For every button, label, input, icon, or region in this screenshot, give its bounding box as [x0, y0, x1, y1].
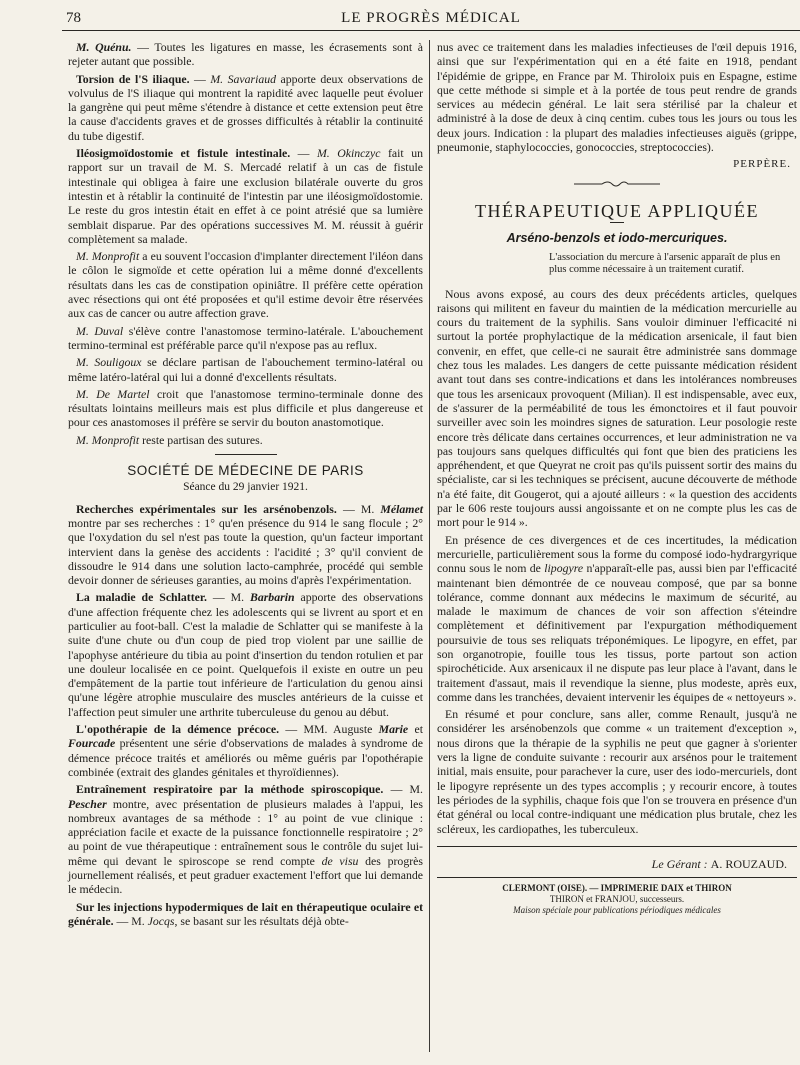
paragraph-opotherapie [68, 722, 423, 779]
author-name: M. De Martel [76, 386, 150, 401]
lead-text: — MM. Auguste [279, 722, 379, 737]
gerant-line [437, 857, 787, 871]
lead-text: — M. [113, 913, 148, 928]
paragraph-text: des progrès journellement réalisés, et peut graduer exactement l'effort que lui demande le médecin. [68, 853, 423, 897]
author-name: Jocqs [147, 913, 175, 928]
paragraph-text: a eu souvent l'occasion d'implanter directement l'iléon dans le côlon le sigmoïde et cette opération lui a même donné d'excellents résultats dans les cas de constipation opiniâtre. Il préfère cette opération avec résections qui ont été proposées et qu'il estime devoir être réservées aux cas de cancer ou autre affection grave. [68, 249, 423, 321]
gerant-label: Le Gérant : [651, 856, 711, 871]
paragraph-injections [68, 900, 423, 929]
paragraph-duval [68, 324, 423, 353]
title-dash [610, 222, 624, 223]
session-date: Séance du 29 janvier 1921. [183, 481, 308, 494]
paragraph-text: montre par ses recherches : 1° qu'en présence du 914 le sang flocule ; 2° que l'oxydation du sel n'est pas toute la question, qu'un facteur important intervient dans la genèse des accidents : l'acidité ; 3° qu'il convient de dissoudre le 914 dans une solution lacto-camphrée, procédé qui semble devoir donner de sérieuses garanties, au moins d'après l'expérimentation. [68, 515, 423, 588]
paragraph-quenu [68, 40, 423, 69]
paragraph-text: croit que l'anastomose termino-terminale donne des résultats lointains meilleurs mais est plus difficile et plus dangereuse et pour ces anastomoses il préfère se servir du bouton anastomotique. [68, 386, 423, 430]
author-name: M. Monprofit [76, 432, 140, 447]
item-title: Entraînement respiratoire par la méthode spiroscopique. [76, 782, 384, 797]
item-title: Torsion de l'S iliaque. [76, 71, 190, 86]
paragraph-recherches [68, 502, 423, 588]
section-separator [215, 454, 277, 455]
paragraph-text: n'apparaît-elle pas, aussi bien par l'efficacité maintenant bien démontrée de ce nouveau composé, que par sa bonne tolérance, comme donnant aux médecins le maximum de sécurité, au malade le maximum de chances de voir son affection s'éteindre complètement et définitivement par l'expurgation méthodiquement poursuivie de tous ses reliquats tréponémiques. Le lipogyre, en effet, par son organotropie, fouille tous les tissus, porte partout son action spirochéticide. Aux arsenicaux il ne dispute pas leur place à l'avant, dans le traitement d'assaut, mais il revendique la sienne, plus modeste, après eux, comme dans les tranchées, devaient intervenir les équipes de « nettoyeurs ». [437, 561, 797, 704]
paragraph-3: En résumé et pour conclure, sans aller, comme Renault, jusqu'à ne considérer les arsénobenzols que comme « un traitement d'exception », nous dirons que la thérapie de la syphilis ne peut que gagner à s'orienter vers la ligne de conduite suivante : recourir aux arsénos pour le traitement initial, mais ensuite, pour parachever la cure, user des iodo-mercuriels, dont le lipogyre représente un des types accomplis ; y recourir encore, à toutes les périodes de la syphilis, chaque fois que l'on se trouvera en présence d'un état général ou local contre-indiquant une médication plus brutale, chez les scléreux, les cardiopathes, les tuberculeux. [437, 707, 797, 836]
author-name: Pescher [68, 796, 107, 811]
paragraph-text: présentent une série d'observations de malades à syndrome de démence précoce traités et améliorés ou même guéris par l'opothérapie combinée (extrait des glandes génitales et thyroïdiennes). [68, 736, 423, 779]
paragraph-text: apporte deux observations de volvulus de l'S iliaque qui montrent la rapidité avec laquelle peut évoluer la gangrène qui peut même s'étendre à distance et cette extension peut être la cause d'accidents graves et de grosses difficultés à rétablir la continuité du tube digestif. [68, 71, 424, 143]
paragraph-torsion: Torsion de l'S iliaque. — M. Savariaud apporte deux observations de volvulus de l'S iliaque qui montrent la rapidité avec laquelle peut évoluer la gangrène qui peut même s'étendre à distance et cette extension peut être la cause d'accidents graves et de grosses difficultés à rétablir la continuité du tube digestif. [68, 71, 424, 143]
paragraph-2 [437, 533, 797, 705]
flourish-icon [572, 179, 662, 189]
right-column [437, 40, 797, 916]
item-title: Iléosigmoïdostomie et fistule intestinale. [76, 146, 291, 161]
society-title: SOCIÉTÉ DE MÉDECINE DE PARIS [127, 463, 364, 479]
decorative-flourish [437, 178, 797, 192]
italic-term: lipogyre [544, 561, 584, 576]
author-name: M. Monprofit [76, 249, 140, 264]
item-title: La maladie de Schlatter. [76, 590, 207, 605]
author-name: M. Savariaud [210, 71, 277, 86]
item-title: Recherches expérimentales sur les arsénobenzols. [76, 501, 337, 516]
paragraph-text: apporte des observations d'une affection fréquente chez les adolescents qui se livrent au sport et en particulier au foot-ball. C'est la maladie de Schlatter qui se manifeste à la suite d'une chute ou d'un coup de pied trop violent par une saillie de l'apophyse antérieure du tibia au point d'insertion du tendon rotulien et par une douleur localisée en ce point. Quelquefois il existe en outre un peu d'empâtement de la partie tout inférieure de l'articulation du genou ainsi qu'une légère atrophie musculaire des muscles antérieurs de la cuisse et l'affection peut simuler une arthrite tuberculeuse du genou au début. [68, 590, 423, 719]
paragraph-monprofit-2 [68, 433, 423, 447]
author-signature: PERPÈRE. [733, 158, 791, 171]
gerant-name: A. ROUZAUD. [710, 856, 787, 871]
paragraph-schlatter [68, 590, 423, 719]
paragraph-text: s'élève contre l'anastomose termino-latérale. L'abouchement termino-terminal est préférable parce qu'il n'expose pas au reflux. [68, 323, 423, 352]
paragraph-souligoux [68, 355, 423, 384]
paragraph-text: fait un rapport sur un travail de M. S. Mercadé relatif à un cas de fistule intestinale qui obligea à faire une exclusion bilatérale ouverte du gros intestin et à rétablir la continuité de l'intestin par une iléosigmoïdostomie. Le reste du gros intestin était en effet à ce point atrésié que sa lumière semblait disparue. Par des opérations successives M. M. réussit à guérir complètement sa malade. [68, 146, 423, 246]
author-name: M. Duval [76, 323, 124, 338]
italic-phrase: de visu [321, 853, 359, 868]
printer-imprint [437, 877, 797, 916]
lead-text: et [408, 722, 423, 737]
footer-block [437, 846, 797, 916]
paragraph-ileo: Iléosigmoïdostomie et fistule intestinale. — M. Okinczyc fait un rapport sur un travail de M. S. Mercadé relatif à un cas de fistule intestinale qui obligea à faire une exclusion bilatérale ouverte du gros intestin et à rétablir la continuité de l'intestin par une iléosigmoïdostomie. Le reste du gros intestin était en effet à ce point atrésié que sa lumière semblait disparue. Par des opérations successives M. M. réussit à guérir complètement sa malade. [68, 146, 423, 246]
lead-text: — M. [383, 782, 423, 797]
article-subtitle: Arséno-benzols et iodo-mercuriques. [506, 231, 728, 246]
printer-line: Maison spéciale pour publications périodiques médicales [513, 905, 721, 916]
paragraph-text: En présence de ces divergences et de ces incertitudes, la médication mercurielle, particulièrement sous la forme du composé iodo-hydrargyrique connu sous le nom de [437, 532, 797, 576]
author-name: Marie [378, 722, 409, 737]
paragraph-text: reste partisan des sutures. [139, 432, 263, 447]
author-name: M. Souligoux [76, 355, 142, 370]
lead-text: — M. [336, 501, 381, 516]
paragraph-de-martel [68, 387, 423, 430]
paragraph-1: Nous avons exposé, au cours des deux précédents articles, quelques raisons qui militent en faveur du maintien de la médication mercurielle au cours du traitement de la syphilis. Sans vouloir diminuer l'efficacité ni surtout la portée prophylactique de la médication arsenicale, il faut bien convenir, en effet, que celle-ci ne saurait être administrée sans dommage chez tous les malades. Les dangers de cette puissante médication résident avant tout dans ses contre-indications et dans les intolérances nombreuses que tous les arsenicaux provoquent (Milian). Il est indispensable, avec eux, de s'assurer de la perméabilité de tous les émonctoires et il faut pouvoir surveiller avec soin les moindres signes de saturation. Leur posologie reste encore très délicate dans certaines occurrences, et leur administration ne va pas toujours sans quelques difficultés qui font que bien des praticiens les appréhendent, et que Queyrat ne croit pas qu'ils puissent sortir des mains du spécialiste, car si les techniques se précisent, aucune découverte de méthode n'a été faite, dit Gougerot, qui a ajouté ailleurs : « la question des accidents par le 606 reste toujours aussi angoissante et on ne compte plus les cas de mort pour le 914 ». [437, 286, 797, 530]
author-name: Fourcade [68, 736, 116, 751]
item-title: Sur les injections hypodermiques de lait en thérapeutique oculaire et générale. [68, 899, 423, 928]
lead-text: — M. [207, 590, 250, 605]
page-number: 78 [66, 10, 81, 26]
section-title: THÉRAPEUTIQUE APPLIQUÉE [475, 200, 759, 221]
column-divider [429, 40, 430, 1052]
page-header [62, 8, 800, 31]
paragraph-continuation: nus avec ce traitement dans les maladies infectieuses de l'œil depuis 1916, ainsi que sur l'expérimentation qui en a été faite en 1918, pendant l'épidémie de grippe, en France par M. Thiroloix puis en Espagne, estime que cette méthode si simple et à la portée de tous peut rendre de grands services au médecin général. Le lait sera stérilisé par la chaleur et administré à la dose de deux à cinq centim. cubes tous les jours ou tous les deux jours. Indication : la plupart des maladies infectieuses aiguës (grippe, pneumonie, staphylococcies, gonococcies, streptococcies). [437, 40, 797, 155]
author-name: M. Okinczyc [316, 146, 381, 161]
author-name: M. Quénu. [76, 40, 132, 54]
paragraph-text: se déclare partisan de l'abouchement termino-latéral ou même latéro-latéral qui lui a donné d'excellents résultats. [68, 355, 423, 384]
epigraph: L'association du mercure à l'arsenic apparaît de plus en plus comme nécessaire à un traitement curatif. [549, 251, 781, 276]
left-column [68, 40, 423, 931]
paragraph-entrainement [68, 782, 423, 896]
author-name: Barbarin [249, 590, 295, 605]
paragraph-text: montre, avec présentation de plusieurs malades à l'appui, les nombreux avantages de sa méthode : 1° au point de vue clinique : appréciation facile et exacte de la puissance fonctionnelle respiratoire ; 2° au point de vue thérapeutique : entraînement sous le contrôle du sujet lui-même qui devant le spiroscope se rend compte [68, 796, 423, 868]
author-name: Mélamet [380, 501, 423, 516]
running-title: LE PROGRÈS MÉDICAL [341, 10, 521, 26]
printer-line: CLERMONT (OISE). — IMPRIMERIE DAIX et THIRON [502, 883, 732, 894]
printer-line: THIRON et FRANJOU, successeurs. [549, 894, 685, 905]
paragraph-text: — Toutes les ligatures en masse, les écrasements sont à rejeter autant que possible. [68, 40, 423, 69]
paragraph-monprofit-1 [68, 249, 423, 320]
item-title: L'opothérapie de la démence précoce. [76, 722, 280, 737]
paragraph-text: , se basant sur les résultats déjà obte- [174, 913, 349, 928]
